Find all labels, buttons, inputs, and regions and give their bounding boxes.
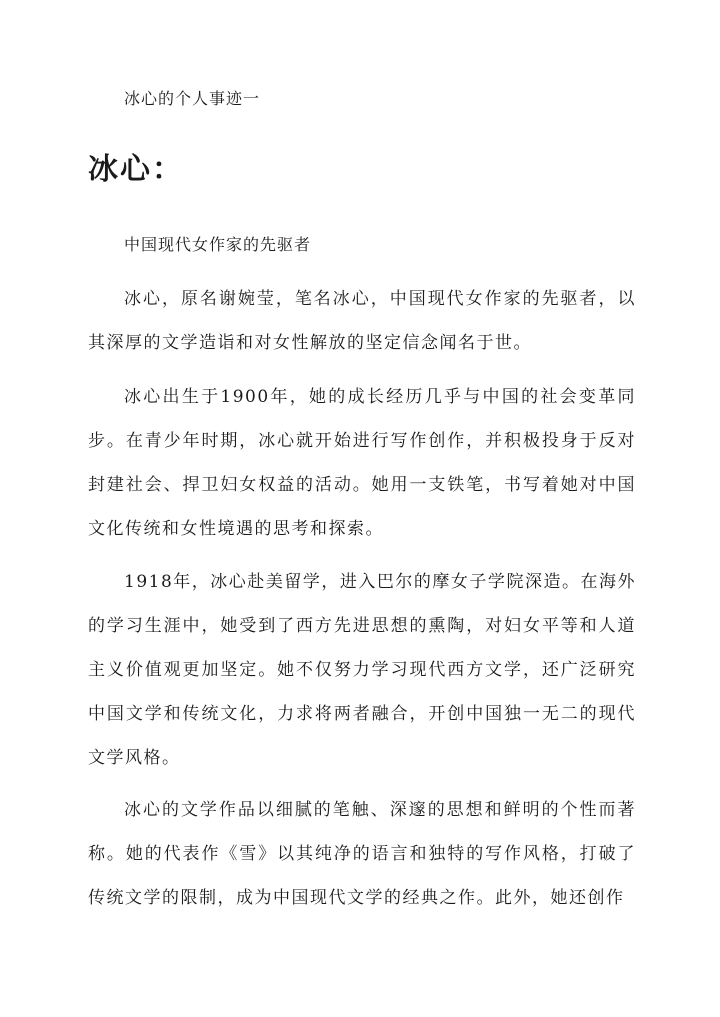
paragraph-intro: 冰心，原名谢婉莹，笔名冰心，中国现代女作家的先驱者，以其深厚的文学造诣和对女性解放的坚定信念闻名于世。 [88, 289, 636, 353]
document-subtitle: 中国现代女作家的先驱者 [124, 235, 312, 254]
paragraph-early-life: 冰心出生于1900年，她的成长经历几乎与中国的社会变革同步。在青少年时期，冰心就开始进行写作创作，并积极投身于反对封建社会、捍卫妇女权益的活动。她用一支铁笔，书写着她对中国文化传统和女性境遇的思考和探索。 [88, 387, 636, 539]
paragraph-study-abroad: 1918年，冰心赴美留学，进入巴尔的摩女子学院深造。在海外的学习生涯中，她受到了西方先进思想的熏陶，对妇女平等和人道主义价值观更加坚定。她不仅努力学习现代西方文学，还广泛研究中国文学和传统文化，力求将两者融合，开创中国独一无二的现代文学风格。 [88, 572, 636, 768]
document-title: 冰心的个人事迹一 [124, 89, 261, 108]
paragraph-works: 冰心的文学作品以细腻的笔触、深邃的思想和鲜明的个性而著称。她的代表作《雪》以其纯净的语言和独特的写作风格，打破了传统文学的限制，成为中国现代文学的经典之作。此外，她还创作 [88, 800, 636, 908]
document-heading: 冰心： [88, 152, 184, 187]
